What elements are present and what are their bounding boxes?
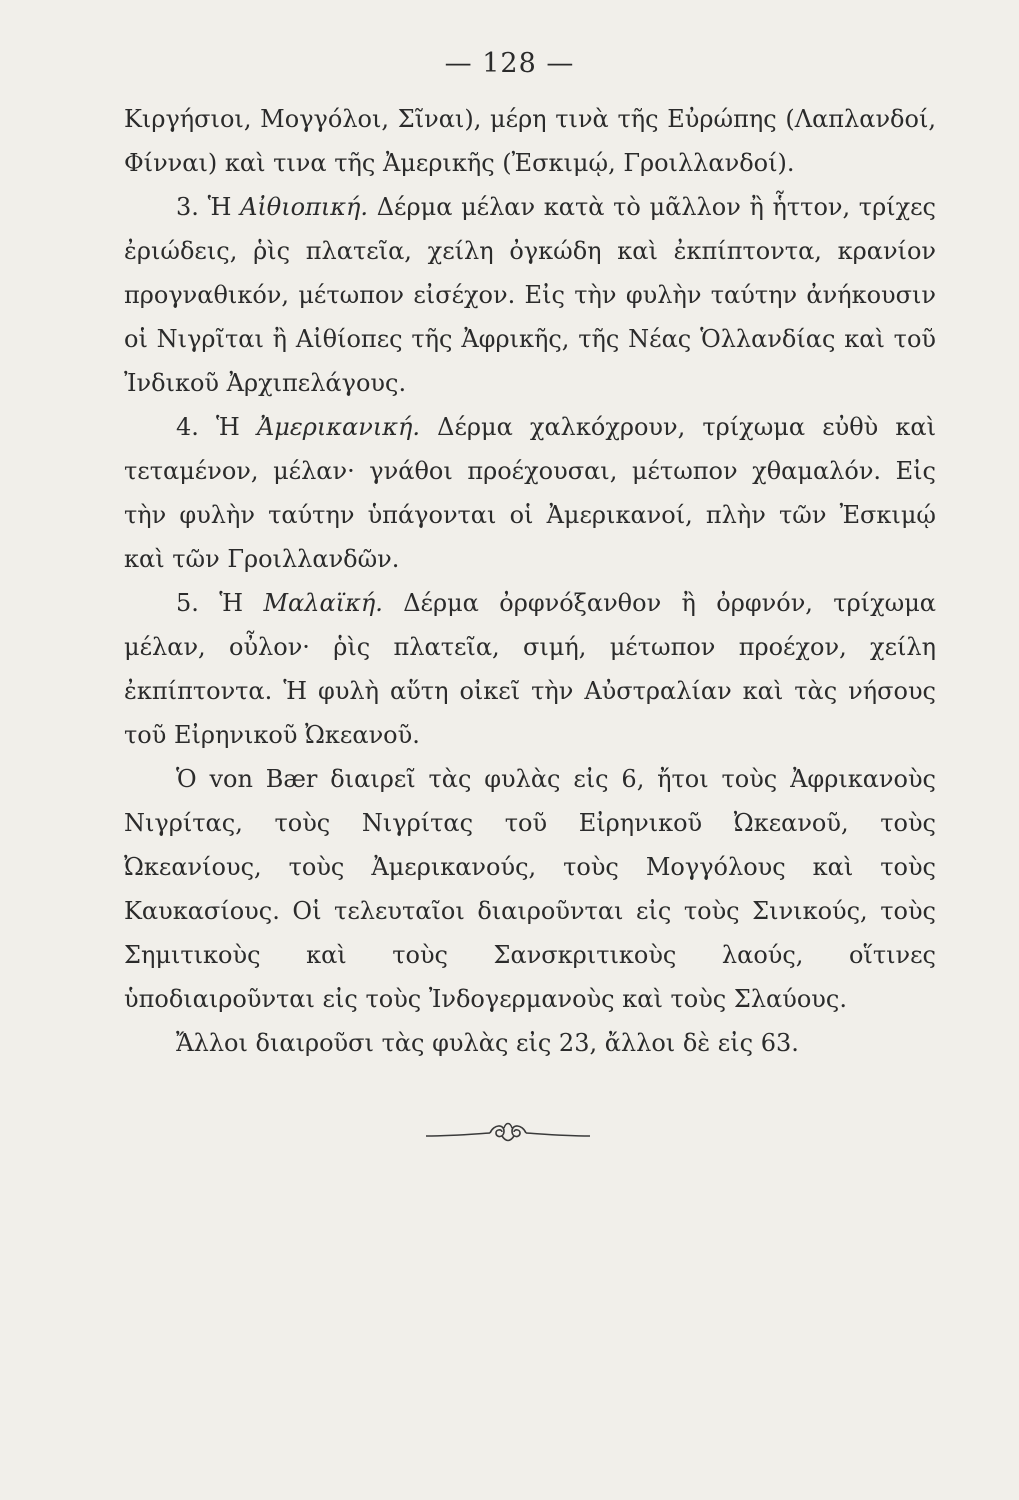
paragraph-text: Ἄλλοι διαιροῦσι τὰς φυλὰς εἰς 23, ἄλλοι δὲ εἰς 63. xyxy=(176,1029,799,1057)
item-number: 5. Ἡ xyxy=(176,589,264,617)
paragraph-text: Δέρμα χαλκόχρουν, τρίχωμα εὐθὺ καὶ τεταμένον, μέλαν· γνάθοι προέχουσαι, μέτωπον χθαμαλόν. Εἰς τὴν φυλὴν ταύτην ὑπάγονται οἱ Ἀμερικανοί, πλὴν τῶν Ἐσκιμῴ καὶ τῶν Γροιλλανδῶν. xyxy=(124,413,937,573)
item-title: Μαλαϊκή. xyxy=(263,589,383,617)
paragraph-text: Κιργήσιοι, Μογγόλοι, Σῖναι), μέρη τινὰ τῆς Εὐρώπης (Λαπλανδοί, Φίνναι) καὶ τινα τῆς Ἀμερικῆς (Ἐσκιμῴ, Γροιλλανδοί). xyxy=(124,105,936,177)
item-number: 3. Ἡ xyxy=(176,193,241,221)
page-number: — 128 — xyxy=(444,48,575,79)
paragraph-von-baer xyxy=(124,757,936,1021)
decorative-flourish-icon xyxy=(424,1118,592,1148)
body-text xyxy=(124,97,936,1065)
paragraph-american xyxy=(124,405,936,581)
paragraph-others xyxy=(124,1021,936,1065)
item-number: 4. Ἡ xyxy=(176,413,257,441)
paragraph-text: Δέρμα μέλαν κατὰ τὸ μᾶλλον ἢ ἧττον, τρίχες ἐριώδεις, ῥὶς πλατεῖα, χείλη ὀγκώδη καὶ ἐκπίπτοντα, κρανίον προγναθικόν, μέτωπον εἰσέχον. Εἰς τὴν φυλὴν ταύτην ἀνήκουσιν οἱ Νιγρῖται ἢ Αἰθίοπες τῆς Ἀφρικῆς, τῆς Νέας Ὁλλανδίας καὶ τοῦ Ἰνδικοῦ Ἀρχιπελάγους. xyxy=(124,193,937,397)
paragraph-text: Δέρμα ὀρφνόξανθον ἢ ὀρφνόν, τρίχωμα μέλαν, οὖλον· ῥὶς πλατεῖα, σιμή, μέτωπον προέχον, χείλη ἐκπίπτοντα. Ἡ φυλὴ αὕτη οἰκεῖ τὴν Αὐστραλίαν καὶ τὰς νήσους τοῦ Εἰρηνικοῦ Ὠκεανοῦ. xyxy=(124,589,937,749)
paragraph-ethiopian xyxy=(124,185,936,405)
paragraph-malay xyxy=(124,581,936,757)
paragraph xyxy=(124,97,936,185)
item-title: Ἀμερικανική. xyxy=(256,413,420,441)
paragraph-text: Ὁ von Bær διαιρεῖ τὰς φυλὰς εἰς 6, ἤτοι τοὺς Ἀφρικανοὺς Νιγρίτας, τοὺς Νιγρίτας τοῦ Εἰρηνικοῦ Ὠκεανοῦ, τοὺς Ὠκεανίους, τοὺς Ἀμερικανούς, τοὺς Μογγόλους καὶ τοὺς Καυκασίους. Οἱ τελευταῖοι διαιροῦνται εἰς τοὺς Σινικούς, τοὺς Σημιτικοὺς καὶ τοὺς Σανσκριτικοὺς λαούς, οἵτινες ὑποδιαιροῦνται εἰς τοὺς Ἰνδογερμανοὺς καὶ τοὺς Σλαύους. xyxy=(124,765,936,1013)
item-title: Αἰθιοπική. xyxy=(240,193,369,221)
